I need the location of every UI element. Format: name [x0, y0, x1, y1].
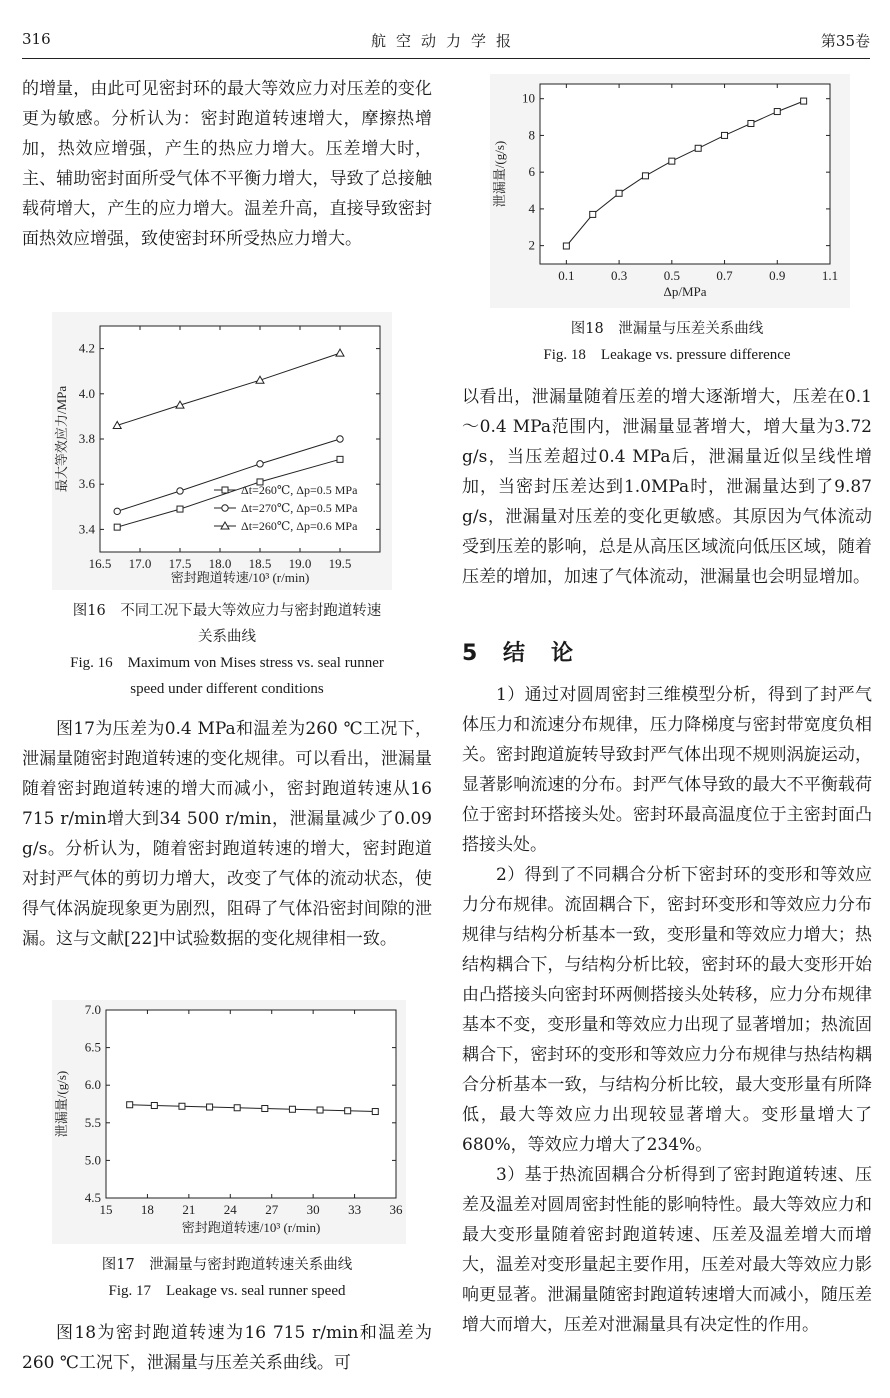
paragraph: 以看出，泄漏量随着压差的增大逐渐增大，压差在0.1～0.4 MPa范围内，泄漏量显著增大，增大量为3.72 g/s，当压差超过0.4 MPa后，泄漏量近似呈线性增加，当密封压差达到1.0MPa时，泄漏量达到了9.87 g/s，泄漏量对压差的变化更敏感。其原因为气体流动受到压差的影响，总是从高压区域流向低压区域，随着压差的增加，加速了气体流动，泄漏量也会明显增加。	[462, 387, 872, 587]
data-point-marker	[207, 1104, 213, 1110]
data-point-marker	[801, 98, 807, 104]
data-point-marker	[127, 1102, 133, 1108]
data-point-marker	[774, 109, 780, 115]
figure-18	[490, 74, 850, 308]
data-point-marker	[748, 120, 754, 126]
left-column-bottom	[22, 1318, 432, 1378]
y-tick-label: 4.0	[78, 385, 95, 401]
data-point-marker	[563, 243, 569, 249]
caption-en: Fig. 16 Maximum von Mises stress vs. seal runner	[70, 655, 384, 671]
data-point-marker	[642, 173, 648, 179]
caption-cn: 图16 不同工况下最大等效应力与密封跑道转速	[72, 603, 382, 619]
y-tick-label: 6.0	[84, 1077, 101, 1093]
y-tick-label: 6.5	[84, 1039, 101, 1055]
data-point-marker	[257, 461, 263, 467]
x-tick-label: 16.5	[88, 556, 112, 571]
y-tick-label: 3.6	[78, 476, 95, 492]
conclusion-item: 3）基于热流固耦合分析得到了密封跑道转速、压差及温差对圆周密封性能的影响特性。最大等效应力和最大变形量随着密封跑道转速、压差及温差增大而增大，温差对变形量起主要作用，压差对最大等效应力影响更显著。泄漏量随密封跑道转速增大而减小，随压差增大而增大，压差对泄漏量具有决定性的作用。	[462, 1165, 872, 1335]
figure-16-caption	[22, 598, 432, 702]
data-point-marker	[262, 1106, 268, 1112]
data-point-marker	[372, 1109, 378, 1115]
x-tick-label: 0.9	[769, 268, 786, 283]
y-tick-label: 4.2	[78, 340, 95, 356]
data-point-marker	[590, 211, 596, 217]
caption-cn: 图18 泄漏量与压差关系曲线	[570, 321, 764, 337]
section-number: 5	[462, 641, 478, 666]
figure-16-chart	[52, 312, 392, 590]
figure-17	[52, 1000, 406, 1244]
data-point-marker	[177, 488, 183, 494]
page-number: 316	[22, 30, 51, 48]
y-tick-label: 8	[528, 127, 535, 143]
x-tick-label: 0.3	[610, 268, 628, 283]
x-tick-label: 0.1	[558, 268, 575, 283]
y-tick-label: 4	[528, 200, 535, 216]
data-point-marker	[616, 190, 622, 196]
section-title: 结 论	[502, 641, 575, 666]
section-heading	[462, 636, 575, 667]
x-tick-label: 24	[223, 1202, 237, 1217]
x-tick-label: 18.0	[208, 556, 232, 571]
x-tick-label: 19.0	[288, 556, 312, 571]
data-point-marker	[222, 487, 228, 493]
y-tick-label: 4.5	[84, 1190, 101, 1205]
y-tick-label: 10	[522, 90, 535, 106]
plot-frame	[106, 1010, 396, 1198]
data-point-marker	[337, 436, 343, 442]
data-point-marker	[695, 145, 701, 151]
caption-en: Fig. 18 Leakage vs. pressure difference	[543, 347, 791, 363]
x-axis-label: 密封跑道转速/10³ (r/min)	[181, 1220, 321, 1235]
y-tick-label: 2	[528, 237, 535, 253]
header-rule	[22, 58, 870, 59]
data-point-marker	[114, 524, 120, 530]
running-header	[22, 30, 870, 56]
x-axis-label: 密封跑道转速/10³ (r/min)	[170, 570, 310, 585]
caption-en: speed under different conditions	[130, 681, 324, 697]
paragraph: 图17为压差为0.4 MPa和温差为260 ℃工况下，泄漏量随密封跑道转速的变化规律。可以看出，泄漏量随着密封跑道转速的增大而减小，密封跑道转速从16 715 r/min增大到34 500 r/min，泄漏量减少了0.09 g/s。分析认为，随着密封跑道转速的增大，密封跑道对封严气体的剪切力增大，改变了气体的流动状态，使得气体涡旋现象更为剧烈，阻碍了气体沿密封间隙的泄漏。这与文献[22]中试验数据的变化规律相一致。	[22, 719, 432, 949]
legend-label: Δt=260℃, Δp=0.6 MPa	[241, 519, 358, 533]
caption-cn: 关系曲线	[198, 629, 256, 645]
data-point-marker	[317, 1107, 323, 1113]
plot-frame	[540, 84, 830, 264]
x-tick-label: 30	[306, 1202, 320, 1217]
y-tick-label: 5.5	[84, 1114, 101, 1130]
paragraph: 的增量，由此可见密封环的最大等效应力对压差的变化更为敏感。分析认为：密封跑道转速增大，摩擦热增加，热效应增强，产生的热应力增大。压差增大时，主、辅助密封面所受气体不平衡力增大，导致了总接触载荷增大，产生的应力增大。温差升高，直接导致密封面热效应增强，致使密封环所受热应力增大。	[22, 79, 432, 249]
right-column-text	[462, 382, 872, 592]
x-tick-label: 18	[140, 1202, 154, 1217]
data-point-marker	[669, 158, 675, 164]
data-point-marker	[177, 506, 183, 512]
conclusion-item: 2）得到了不同耦合分析下密封环的变形和等效应力分布规律。流固耦合下，密封环变形和等效应力分布规律与结构分析基本一致，变形量和等效应力增大；热结构耦合下，与结构分析比较，密封环的最大变形开始由凸搭接头向密封环两侧搭接头处转移，应力分布规律基本不变，变形量和等效应力出现了显著增加；热流固耦合下，密封环的变形和等效应力分布规律与热结构耦合分析基本一致，与结构分析比较，最大变形量有所降低，最大等效应力出现较显著增大。变形量增大了680%，等效应力增大了234%。	[462, 865, 872, 1155]
caption-en: Fig. 17 Leakage vs. seal runner speed	[108, 1283, 346, 1299]
y-axis-label: 泄漏量/(g/s)	[54, 1070, 69, 1138]
y-tick-label: 3.8	[78, 431, 95, 446]
left-column-top	[22, 74, 432, 254]
y-tick-label: 5.0	[84, 1152, 101, 1168]
x-tick-label: 17.0	[128, 556, 152, 571]
x-tick-label: 27	[265, 1202, 279, 1217]
figure-17-chart	[52, 1000, 406, 1244]
data-point-marker	[179, 1103, 185, 1109]
x-tick-label: 18.5	[248, 556, 272, 571]
x-axis-label: Δp/MPa	[663, 284, 707, 299]
legend-label: Δt=260℃, Δp=0.5 MPa	[241, 483, 358, 497]
data-point-marker	[234, 1105, 240, 1111]
x-tick-label: 36	[389, 1202, 403, 1217]
data-point-marker	[289, 1106, 295, 1112]
conclusions	[462, 680, 872, 1340]
x-tick-label: 17.5	[168, 556, 192, 571]
caption-cn: 图17 泄漏量与密封跑道转速关系曲线	[101, 1257, 353, 1273]
x-tick-label: 1.1	[821, 268, 839, 283]
y-tick-label: 7.0	[84, 1002, 101, 1017]
figure-17-caption	[22, 1252, 432, 1304]
figure-18-chart	[490, 74, 850, 308]
y-tick-label: 6	[528, 164, 535, 180]
x-tick-label: 19.5	[328, 556, 352, 571]
x-tick-label: 15	[99, 1202, 113, 1217]
left-column-middle	[22, 714, 432, 954]
x-tick-label: 0.5	[663, 268, 680, 283]
data-point-marker	[345, 1108, 351, 1114]
data-point-marker	[114, 508, 120, 514]
journal-name: 航空动力学报	[370, 32, 521, 50]
x-tick-label: 33	[348, 1202, 362, 1217]
x-tick-label: 21	[182, 1202, 196, 1217]
legend-label: Δt=270℃, Δp=0.5 MPa	[241, 501, 358, 515]
figure-16	[52, 312, 392, 590]
paragraph: 图18为密封跑道转速为16 715 r/min和温差为260 ℃工况下，泄漏量与压差关系曲线。可	[22, 1323, 432, 1373]
y-tick-label: 3.4	[78, 521, 95, 537]
data-point-marker	[222, 505, 228, 511]
data-point-marker	[151, 1103, 157, 1109]
data-point-marker	[337, 456, 343, 462]
volume-number: 第35卷	[820, 32, 870, 50]
x-tick-label: 0.7	[716, 268, 733, 283]
conclusion-item: 1）通过对圆周密封三维模型分析，得到了封严气体压力和流速分布规律，压力降梯度与密封带宽度负相关。密封跑道旋转导致封严气体出现不规则涡旋运动，显著影响流速的分布。封严气体导致的最大不平衡载荷位于密封环搭接头处。密封环最高温度位于主密封面凸搭接头处。	[462, 685, 872, 855]
y-axis-label: 泄漏量/(g/s)	[492, 140, 507, 208]
data-point-marker	[722, 132, 728, 138]
figure-18-caption	[462, 316, 872, 368]
y-axis-label: 最大等效应力/MPa	[54, 385, 69, 493]
